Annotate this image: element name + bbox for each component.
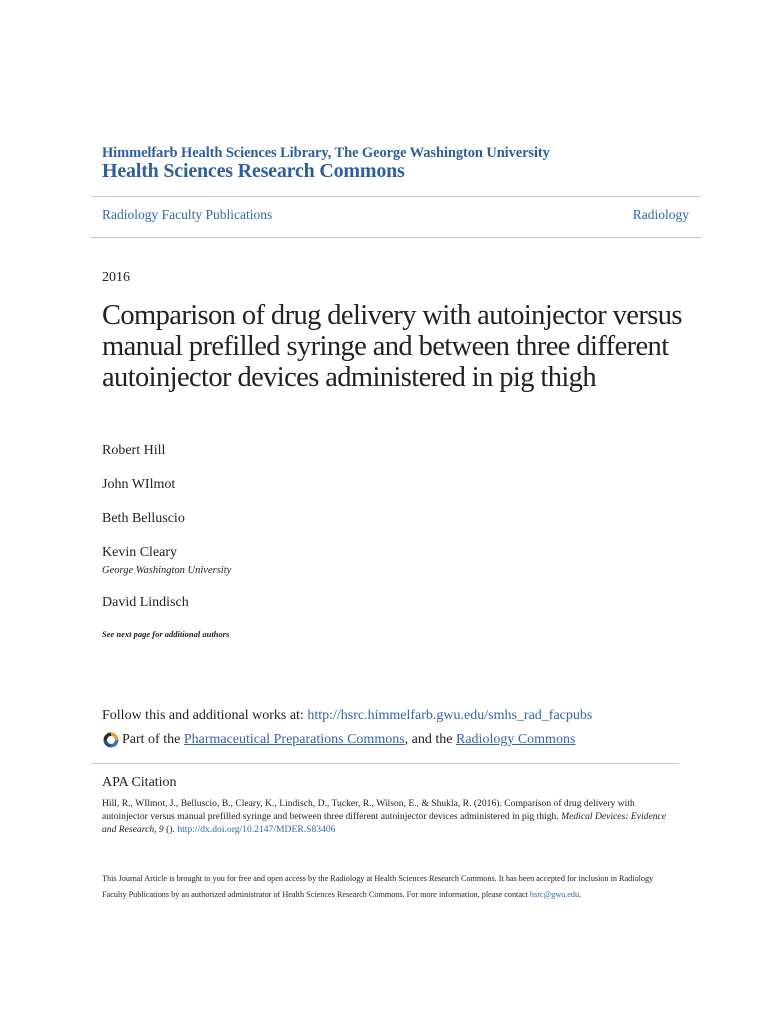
more-authors-note: See next page for additional authors <box>102 629 230 639</box>
header-divider <box>91 196 701 197</box>
follow-line <box>102 708 592 724</box>
contact-email-link[interactable]: hsrc@gwu.edu <box>529 889 580 899</box>
part-prefix: Part of the <box>122 732 181 747</box>
author-name: David Lindisch <box>102 595 189 610</box>
citation-heading: APA Citation <box>102 775 177 790</box>
follow-url-link[interactable]: http://hsrc.himmelfarb.gwu.edu/smhs_rad_facpubs <box>307 708 593 723</box>
follow-prefix: Follow this and additional works at: <box>102 708 308 723</box>
author-name: Kevin Cleary <box>102 545 178 560</box>
access-notice <box>102 871 667 902</box>
pharmaceutical-commons-link[interactable]: Pharmaceutical Preparations Commons <box>183 732 405 747</box>
author-name: John WIlmot <box>102 477 176 492</box>
department-link[interactable]: Radiology <box>632 207 689 222</box>
publication-year: 2016 <box>102 270 130 285</box>
notice-text: This Journal Article is brought to you for free and open access by the Radiology at Health Sciences Research Commons. It has been accepted for inclusion in Radiology Faculty Publications by an authorized administrator of Health Sciences Research Commons. For more information, please contact <box>102 874 654 899</box>
citation-journal: Medical Devices: Evidence and Research, 9 <box>102 811 667 836</box>
author-name: Beth Belluscio <box>102 511 185 526</box>
citation-divider <box>91 763 679 764</box>
open-access-commons-icon <box>102 731 120 749</box>
radiology-commons-link[interactable]: Radiology Commons <box>456 732 576 747</box>
collection-link[interactable]: Radiology Faculty Publications <box>102 207 273 222</box>
notice-end: . <box>579 889 582 899</box>
citation-main: Hill, R., WIlmot, J., Belluscio, B., Cleary, K., Lindisch, D., Tucker, R., Wilson, E., & Shukla, R. (2016). Comparison of drug delivery with autoinjector versus manual prefilled syringe and between three different autoinjector devices administered in pig thigh. <box>102 798 635 823</box>
article-title: Comparison of drug delivery with autoinjector versus manual prefilled syringe and between three different autoinjector devices administered in pig thigh <box>102 300 682 393</box>
citation-text <box>102 797 667 837</box>
doi-link[interactable]: http://dx.doi.org/10.2147/MDER.S83406 <box>177 824 336 836</box>
part-of-line <box>102 731 575 749</box>
nav-divider <box>91 237 701 238</box>
citation-after-journal: (). <box>163 824 178 836</box>
author-affiliation: George Washington University <box>102 565 232 576</box>
author-name: Robert Hill <box>102 443 166 458</box>
repository-name[interactable]: Health Sciences Research Commons <box>102 160 405 182</box>
library-name: Himmelfarb Health Sciences Library, The George Washington University <box>102 145 550 161</box>
part-mid: , and the <box>404 732 456 747</box>
